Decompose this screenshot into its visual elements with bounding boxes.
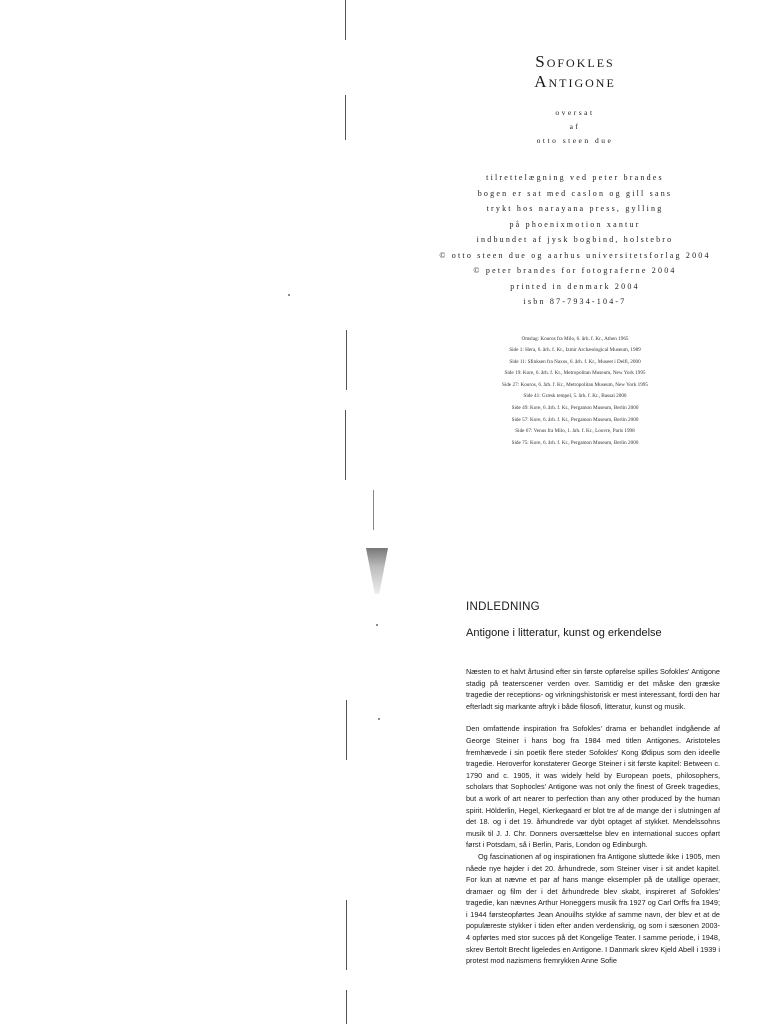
colophon-line: på phoenixmotion xantur <box>509 219 641 229</box>
translator-block <box>420 106 730 148</box>
credit-line: Side 27: Kouros, 6. årh. f. Kr., Metropolitan Museum, New York 1995 <box>502 381 648 388</box>
gutter-shadow <box>346 990 347 1024</box>
colophon-line: indbundet af jysk bogbind, holstebro <box>476 235 674 244</box>
colophon-line: isbn 87-7934-104-7 <box>523 297 627 306</box>
introduction <box>466 600 720 967</box>
credit-line: Side 11: Sfinksen fra Naxos, 6. årh. f. Kr., Museet i Delfi, 2000 <box>509 358 641 365</box>
gutter-shadow <box>345 0 346 40</box>
scan-speck <box>376 624 378 626</box>
work-title: Antigone <box>534 72 616 91</box>
gutter-shadow <box>345 95 346 140</box>
translation-line: otto steen due <box>536 136 614 145</box>
author-name: Sofokles <box>535 52 615 71</box>
body-paragraph: Og fascinationen af og inspirationen fra Antigone sluttede ikke i 1905, men nåede nye højder i det 20. århundrede, som Steiner viser i sit andet kapitel. For kun at nævne et par af hans mange eksempler på de utallige operaer, dramaer og film der i det århundrede blev skabt, inspireret af Sofokles' tragedie, kan nævnes Arthur Honeggers musik fra 1927 og Carl Orffs fra 1949; i 1944 førsteopførtes Jean Anouilhs stykke af samme navn, der blev et at de populæreste stykker i tiden efter anden verdenskrig, og som i sæsonen 2003-4 opførtes med stor succes på det Kongelige Teater. I samme periode, i 1948, skrev Bertolt Brecht ligeledes en Antigone. I Danmark skrev Kjeld Abell i 1939 i protest mod nazismens fremrykken Anne Sofie <box>466 851 720 966</box>
translation-line: af <box>569 122 581 131</box>
gutter-shadow <box>346 330 347 390</box>
colophon-line: bogen er sat med caslon og gill sans <box>477 188 673 198</box>
credit-line: Side 75: Kore, 6. årh. f. Kr., Pergamon Museum, Berlin 2000 <box>511 439 639 446</box>
image-credits <box>420 334 730 450</box>
colophon-line: printed in denmark 2004 <box>510 281 640 291</box>
body-paragraph: Den omfattende inspiration fra Sofokles' drama er behandlet indgående af George Steiner i hans bog fra 1984 med titlen Antigones. Aristoteles fremhævede i sin poetik flere steder Sofokles' Kong Ødipus som den ideelle tragedie. Heroverfor konstaterer George Steiner i sit første kapitel: Between c. 1790 and c. 1905, it was widely held by European poets, philosophers, scholars that Sophocles' Antigone was not only the finest of Greek tragedies, but a work of art nearer to perfection than any other produced by the human spirit. Hölderlin, Hegel, Kierkegaard er blot tre af de mange der i slutningen af det 18. og i det 19. århundrede var dybt optaget af stykket. Mendelssohns musik til J. J. Chr. Donners oversættelse blev en international succes opført først i Potsdam, så i Berlin, Paris, London og Edinburgh. <box>466 724 720 850</box>
colophon-line: trykt hos narayana press, gylling <box>486 204 664 213</box>
gutter-shadow <box>373 490 374 530</box>
scan-speck <box>288 294 290 296</box>
gutter-shadow <box>346 700 347 760</box>
section-subheading: Antigone i litteratur, kunst og erkendelse <box>466 627 662 639</box>
colophon-line: tilrettelægning ved peter brandes <box>486 173 664 182</box>
colophon-line: © peter brandes for fotograferne 2004 <box>473 266 677 275</box>
credit-line: Side 1: Hera, 6. årh. f. Kr., Izmir Archæological Museum, 1989 <box>509 347 641 354</box>
credit-line: Omslag: Kouros fra Milo, 6. årh. f. Kr., Athen 1965 <box>521 335 629 342</box>
credit-line: Side 67: Venus fra Milo, 1. årh. f. Kr., Louvre, Paris 1998 <box>515 428 635 435</box>
section-heading: INDLEDNING <box>466 601 540 613</box>
translation-line: oversat <box>555 108 595 117</box>
binding-spine-shadow <box>366 548 388 594</box>
title-page <box>420 52 730 449</box>
credit-line: Side 41: Græsk tempel, 5. årh. f. Kr., Bassai 2000 <box>523 393 627 400</box>
colophon <box>420 170 730 310</box>
credit-line: Side 49: Kore, 6. årh. f. Kr., Pergamon Museum, Berlin 2000 <box>511 405 639 412</box>
gutter-shadow <box>345 410 346 480</box>
credit-line: Side 57: Kore, 6. årh. f. Kr., Pergamon Museum, Berlin 2000 <box>511 416 639 423</box>
colophon-line: © otto steen due og aarhus universitetsforlag 2004 <box>439 250 711 260</box>
credit-line: Side 19: Kore, 6. årh. f. Kr., Metropolitan Museum, New York 1995 <box>504 370 646 377</box>
gutter-shadow <box>346 900 347 970</box>
body-paragraph: Næsten to et halvt årtusind efter sin første opførelse spilles Sofokles' Antigone stadig på teaterscener verden over. Samtidig er det måske den græske tragedie der receptions- og virkningshistorisk er mest interessant, fordi den har efterladt sig markante aftryk i både filosofi, litteratur, kunst og musik. <box>466 667 720 711</box>
scan-speck <box>378 718 380 720</box>
